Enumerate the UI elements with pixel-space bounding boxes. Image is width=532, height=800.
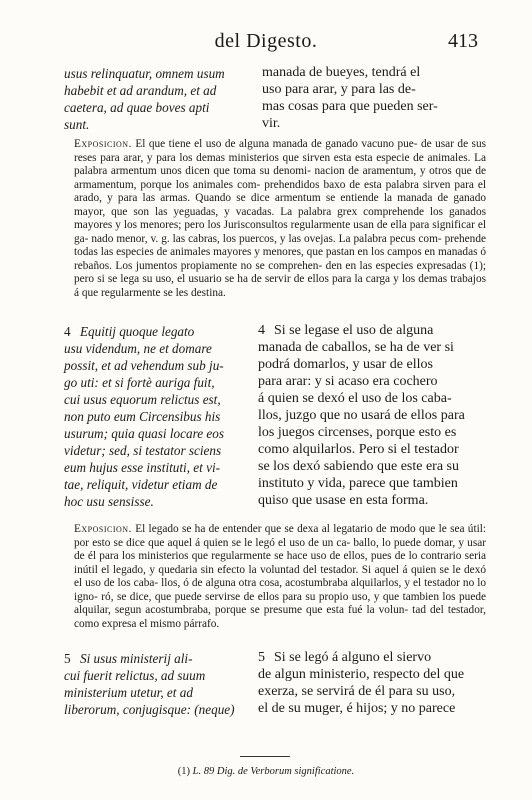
spanish-line: de algun ministerio, respecto del que bbox=[258, 667, 465, 682]
latin-line: tae, reliquit, videtur etiam de bbox=[64, 477, 218, 492]
spanish-line: como alquilarlos. Pero si el testador bbox=[258, 442, 459, 457]
section1-latin bbox=[64, 65, 254, 133]
footnote-marker: (1) bbox=[177, 766, 191, 777]
latin-line: possit, et ad vehendum sub ju- bbox=[64, 358, 224, 373]
spanish-line: el de su muger, é hijos; y no parece bbox=[258, 701, 456, 716]
spanish-line: podrá domarlos, y usar de ellos bbox=[258, 357, 433, 372]
spanish-line: mas cosas para que pueden ser- bbox=[262, 99, 438, 114]
exposition-label: Exposicion. bbox=[74, 523, 132, 535]
latin-line: hoc usu sensisse. bbox=[64, 494, 154, 509]
footnote-rule bbox=[240, 756, 290, 757]
latin-line: usurum; quia quasi locare eos bbox=[64, 426, 224, 441]
paragraph-number: 4 bbox=[64, 324, 71, 339]
latin-line: cui fuerit relictus, ad suum bbox=[64, 668, 206, 683]
latin-line: 5 Si usus ministerij ali- bbox=[64, 651, 193, 666]
latin-line: cui usus equorum relictus est, bbox=[64, 392, 221, 407]
exposition-2 bbox=[74, 523, 486, 631]
section3-spanish bbox=[258, 649, 483, 717]
spanish-line: vir. bbox=[262, 116, 281, 131]
section2-spanish bbox=[258, 322, 483, 509]
exposition-text: El que tiene el uso de alguna manada de ganado vacuno pue- de usar de sus reses para arar, y para los demas ministerios que sirven esta esta especie de animales. La palabra armentum unos dicen que toma su denomi- nacion de aramentum, y otros que de armamentum, porque los animales com- prehendidos baxo de esta palabra sirven para el arado, y para las armas. Quando se dice armentum se entiende la manada de ganado mayor, que son las yeguadas, y vacadas. La palabra grex comprehende los ganados mayores y los menores; pero los Jurisconsultos regularmente usan de ella para significar el ga- nado menor, v. g. las cabras, los puercos, y las ovejas. La palabra pecus com- prehende todas las especies de animales mayores y menores, que pastan en los campos en manadas ó rebaños. Los jumentos propiamente no se comprehen- den en las especies expresadas (1); pero si se lega su uso, el usuario se ha de servir de ellos para la carga y los demas trabajos á que regularmente se les destina. bbox=[74, 138, 486, 300]
spanish-line: instituto y vida, parece que tambien bbox=[258, 476, 458, 491]
exposition-label: Exposicion. bbox=[74, 138, 132, 150]
paragraph-number: 5 bbox=[64, 651, 71, 666]
exposition-text: El legado se ha de entender que se dexa al legatario de modo que le sea útil: por esto se dice que aquel á quien se le legó el uso de un ca- ballo, lo puede domar, y usar de él para los ministerios que regularmente se hace uso de ellos, pues de lo contrario seria inútil el legado, y quedaria sin efecto la voluntad del testador. Si aquel á quien se le dexó el uso de los caba- llos, ó de alguna otra cosa, acostumbraba alquilarlos, y el testador no lo igno- ró, se dice, que puede servirse de ellos para su propio uso, y que tambien los puede alquilar, segun acostumbraba, porque se presume que esta fué la volun- tad del testador, como expresa el mismo párrafo. bbox=[74, 523, 487, 630]
paragraph-number: 4 bbox=[258, 323, 265, 338]
latin-line: go uti: et si fortè auriga fuit, bbox=[64, 375, 215, 390]
latin-line: ministerium utetur, et ad bbox=[64, 685, 193, 700]
latin-line: liberorum, conjugisque: (neque) bbox=[64, 702, 235, 717]
spanish-line: uso para arar, y para las de- bbox=[262, 82, 416, 97]
spanish-line: manada de bueyes, tendrá el bbox=[262, 65, 421, 80]
latin-line: usus relinquatur, omnem usum bbox=[64, 66, 225, 81]
spanish-line: exerza, se servirá de él para su uso, bbox=[258, 684, 456, 699]
footnote-text: L. 89 Dig. de Verborum significatione. bbox=[192, 766, 355, 777]
latin-line: videtur; sed, si testator sciens bbox=[64, 443, 222, 458]
latin-line: habebit et ad arandum, et ad bbox=[64, 83, 217, 98]
spanish-line: manada de caballos, se ha de ver si bbox=[258, 340, 454, 355]
spanish-line: á quien se dexó el uso de los caba- bbox=[258, 391, 452, 406]
latin-line: eum hujus esse instituti, et vi- bbox=[64, 460, 221, 475]
section3-latin bbox=[64, 650, 259, 718]
spanish-line: se los dexó sabiendo que este era su bbox=[258, 459, 459, 474]
latin-line: caetera, ad quae boves apti bbox=[64, 100, 210, 115]
latin-line: sunt. bbox=[64, 117, 90, 132]
spanish-line: quiso que usase en esta forma. bbox=[258, 493, 429, 508]
latin-line: usu videndum, ne et domare bbox=[64, 341, 212, 356]
section1-spanish bbox=[262, 64, 477, 132]
latin-line: non puto eum Circensibus his bbox=[64, 409, 221, 424]
spanish-line: 4 Si se legase el uso de alguna bbox=[258, 323, 434, 338]
running-header-title: del Digesto. bbox=[214, 30, 318, 52]
spanish-line: llos, juzgo que no usará de ellos para bbox=[258, 408, 465, 423]
spanish-line: los juegos circenses, porque esto es bbox=[258, 425, 457, 440]
page-number: 413 bbox=[448, 30, 478, 52]
paragraph-number: 5 bbox=[258, 650, 265, 665]
footnote bbox=[0, 766, 532, 777]
latin-line: 4 Equitij quoque legato bbox=[64, 324, 195, 339]
spanish-line: 5 Si se legó á alguno el siervo bbox=[258, 650, 432, 665]
exposition-1 bbox=[74, 138, 486, 301]
section2-latin bbox=[64, 323, 259, 510]
spanish-line: para arar: y si acaso era cochero bbox=[258, 374, 438, 389]
